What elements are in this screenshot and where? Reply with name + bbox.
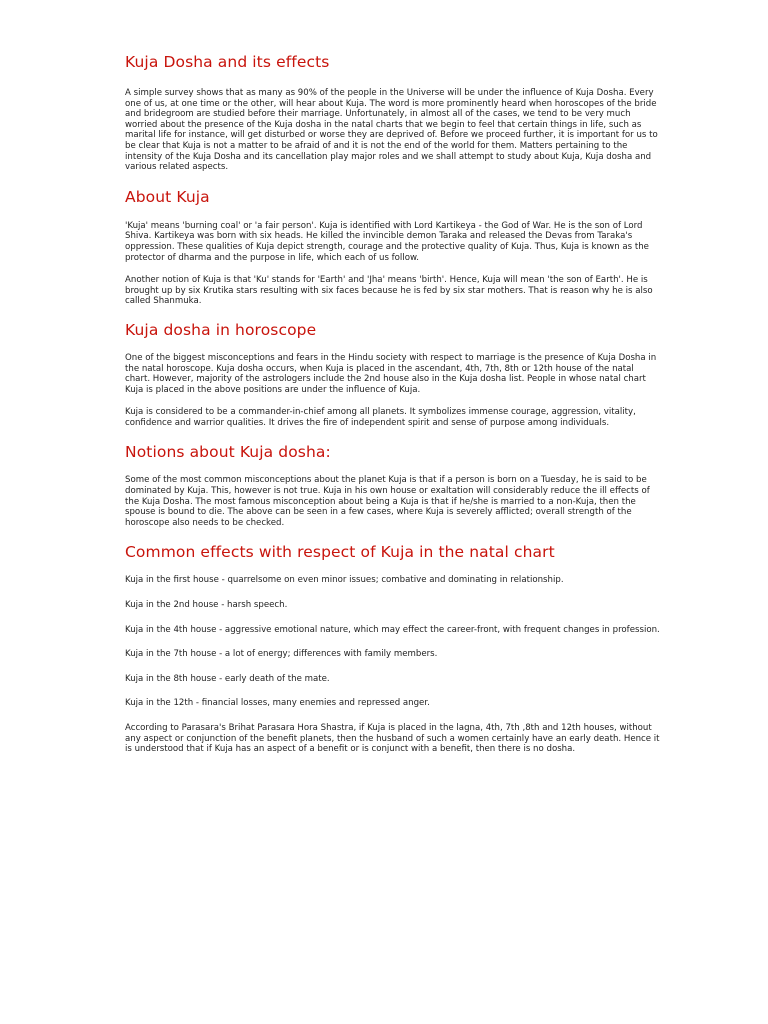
heading-notions-kuja-dosha: Notions about Kuja dosha: [125,443,331,462]
list-item: Kuja in the first house - quarrelsome on even minor issues; combative and dominating in relationship. [125,575,564,586]
paragraph: Another notion of Kuja is that 'Ku' stands for 'Earth' and 'Jha' means 'birth'. Hence, Kuja will mean 'the son of Earth'. He is brought up by six Krutika stars resulting with six faces because he is fed by six star mothers. That is reason why he is also called Shanmuka. [125,275,653,307]
paragraph: Kuja is considered to be a commander-in-chief among all planets. It symbolizes immense courage, aggression, vitality, confidence and warrior qualities. It drives the fire of independent spirit and sense of purpose among individuals. [125,407,636,428]
heading-common-effects: Common effects with respect of Kuja in the natal chart [125,543,555,562]
heading-kuja-dosha-effects: Kuja Dosha and its effects [125,53,330,71]
paragraph: According to Parasara's Brihat Parasara Hora Shastra, if Kuja is placed in the lagna, 4th, 7th ,8th and 12th houses, without any aspect or conjunction of the benefit planets, then the husband of such a women certainly have an early death. Hence it is understood that if Kuja has an aspect of a benefit or is conjunct with a benefit, then there is no dosha. [125,723,660,755]
list-item: Kuja in the 7th house - a lot of energy; differences with family members. [125,649,438,660]
paragraph: 'Kuja' means 'burning coal' or 'a fair person'. Kuja is identified with Lord Kartikeya - the God of War. He is the son of Lord Shiva. Kartikeya was born with six heads. He killed the invincible demon Taraka and released the Devas from Taraka's oppression. These qualities of Kuja depict strength, courage and the protective quality of Kuja. Thus, Kuja is known as the protector of dharma and the purpose in life, which each of us follow. [125,220,649,263]
paragraph: One of the biggest misconceptions and fears in the Hindu society with respect to marriage is the presence of Kuja Dosha in the natal horoscope. Kuja dosha occurs, when Kuja is placed in the ascendant, 4th, 7th, 8th or 12th house of the natal chart. However, majority of the astrologers include the 2nd house also in the Kuja dosha list. People in whose natal chart Kuja is placed in the above positions are under the influence of Kuja. [125,352,657,395]
list-item: Kuja in the 4th house - aggressive emotional nature, which may effect the career-front, with frequent changes in profession. [125,624,660,635]
document-page [125,52,660,755]
heading-kuja-dosha-horoscope: Kuja dosha in horoscope [125,320,317,339]
list-item: Kuja in the 12th - financial losses, many enemies and repressed anger. [125,698,430,709]
heading-about-kuja: About Kuja [125,187,210,206]
paragraph: Some of the most common misconceptions about the planet Kuja is that if a person is born on a Tuesday, he is said to be dominated by Kuja. This, however is not true. Kuja in his own house or exaltation will considerably reduce the ill effects of the Kuja Dosha. The most famous misconception about being a Kuja is that if he/she is married to a non-Kuja, then the spouse is bound to die. The above can be seen in a few cases, where Kuja is severely afflicted; overall strength of the horoscope also needs to be checked. [125,475,650,528]
paragraph: A simple survey shows that as many as 90% of the people in the Universe will be under the influence of Kuja Dosha. Every one of us, at one time or the other, will hear about Kuja. The word is more prominently heard when horoscopes of the bride and bridegroom are studied before their marriage. Unfortunately, in almost all of the cases, we tend to be very much worried about the presence of the Kuja dosha in the natal charts that we begin to feel that certain things in life, such as marital life for instance, will get disturbed or worse they are deprived of. Before we proceed further, it is important for us to be clear that Kuja is not a matter to be afraid of and it is not the end of the world for them. Matters pertaining to the intensity of the Kuja Dosha and its cancellation play major roles and we shall attempt to study about Kuja, Kuja dosha and various related aspects. [125,88,658,173]
list-item: Kuja in the 2nd house - harsh speech. [125,600,288,611]
list-item: Kuja in the 8th house - early death of the mate. [125,673,330,684]
